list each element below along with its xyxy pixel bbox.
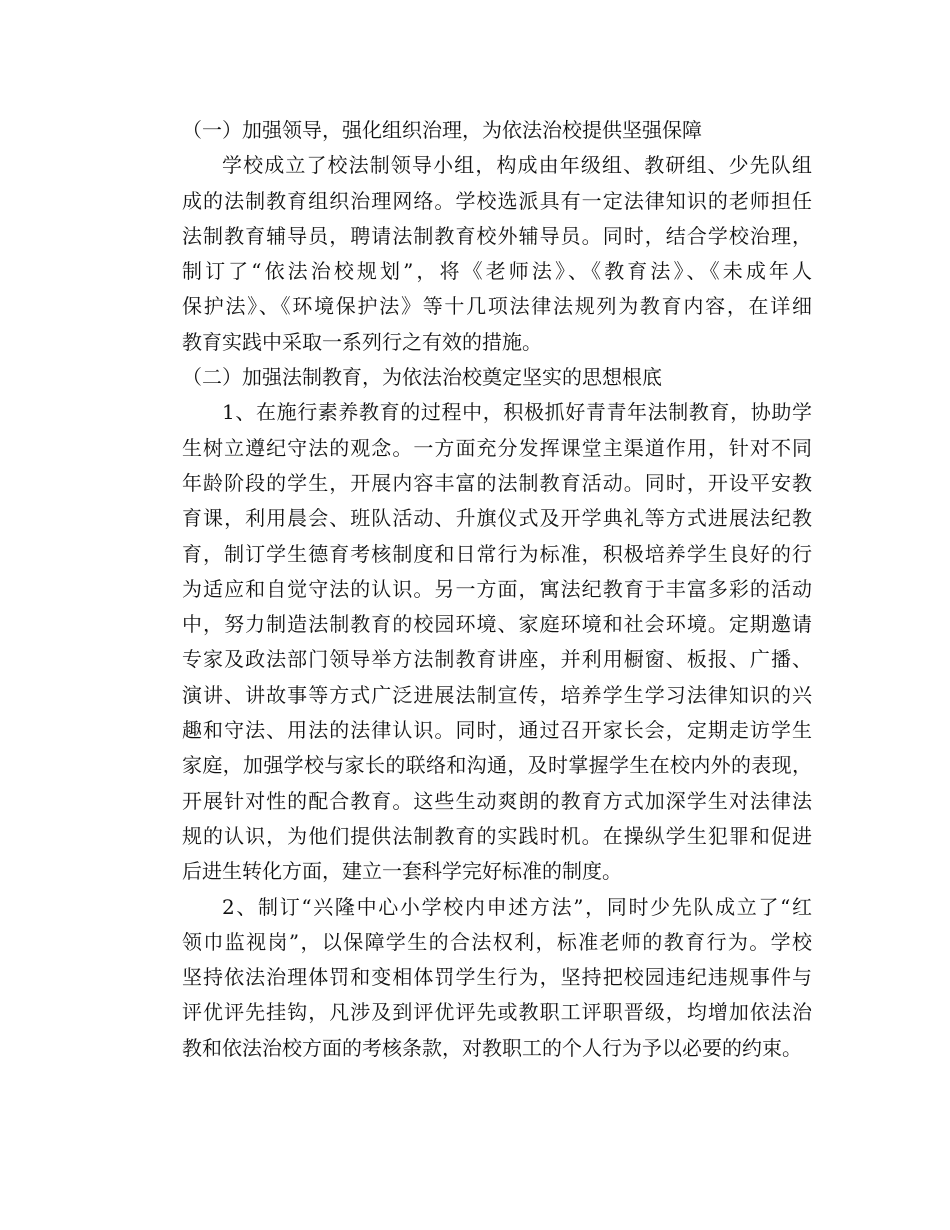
paragraph-line: 育，制订学生德育考核制度和日常行为标准，积极培养学生良好的行 bbox=[182, 541, 812, 566]
paragraph-line: 育课，利用晨会、班队活动、升旗仪式及开学典礼等方式进展法纪教 bbox=[182, 506, 812, 531]
document-body bbox=[142, 113, 812, 1066]
paragraph-line: 坚持依法治理体罚和变相体罚学生行为，坚持把校园违纪违规事件与 bbox=[182, 965, 812, 990]
paragraph-line: 教育实践中采取一系列行之有效的措施。 bbox=[182, 329, 542, 354]
paragraph-line: 家庭，加强学校与家长的联络和沟通，及时掌握学生在校内外的表现， bbox=[182, 753, 812, 778]
paragraph-line: 后进生转化方面，建立一套科学完好标准的制度。 bbox=[182, 859, 622, 884]
paragraph-line: 评优评先挂钩，凡涉及到评优评先或教职工评职晋级，均增加依法治 bbox=[182, 1000, 812, 1025]
paragraph-line: 为适应和自觉守法的认识。另一方面，寓法纪教育于丰富多彩的活动 bbox=[182, 576, 812, 601]
paragraph-line: 学校成立了校法制领导小组，构成由年级组、教研组、少先队组 bbox=[222, 153, 812, 178]
section-heading-2: （二）加强法制教育，为依法治校奠定坚实的思想根底 bbox=[182, 365, 662, 390]
paragraph-line: 制订了“依法治校规划”，将《老师法》、《教育法》、《未成年人 bbox=[182, 259, 812, 284]
paragraph-line: 2、制订“兴隆中心小学校内申述方法”，同时少先队成立了“红 bbox=[222, 894, 812, 919]
paragraph-line: 趣和守法、用法的法律认识。同时，通过召开家长会，定期走访学生 bbox=[182, 718, 812, 743]
paragraph-line: 开展针对性的配合教育。这些生动爽朗的教育方式加深学生对法律法 bbox=[182, 788, 812, 813]
paragraph bbox=[142, 148, 812, 360]
paragraph-line: 教和依法治校方面的考核条款，对教职工的个人行为予以必要的约束。 bbox=[182, 1035, 802, 1060]
paragraph-line: 规的认识，为他们提供法制教育的实践时机。在操纵学生犯罪和促进 bbox=[182, 823, 812, 848]
paragraph-line: 年龄阶段的学生，开展内容丰富的法制教育活动。同时，开设平安教 bbox=[182, 470, 812, 495]
section-heading-1: （一）加强领导，强化组织治理，为依法治校提供坚强保障 bbox=[182, 118, 702, 142]
paragraph-line: 成的法制教育组织治理网络。学校选派具有一定法律知识的老师担任 bbox=[182, 188, 812, 213]
paragraph-line: 专家及政法部门领导举方法制教育讲座，并利用橱窗、板报、广播、 bbox=[182, 647, 812, 672]
paragraph-line: 中，努力制造法制教育的校园环境、家庭环境和社会环境。定期邀请 bbox=[182, 612, 812, 637]
paragraph-line: 1、在施行素养教育的过程中，积极抓好青青年法制教育，协助学 bbox=[222, 400, 812, 425]
paragraph-line: 生树立遵纪守法的观念。一方面充分发挥课堂主渠道作用，针对不同 bbox=[182, 435, 812, 460]
paragraph-line: 法制教育辅导员，聘请法制教育校外辅导员。同时，结合学校治理， bbox=[182, 223, 812, 248]
paragraph bbox=[142, 890, 812, 1066]
paragraph bbox=[142, 395, 812, 889]
paragraph-line: 演讲、讲故事等方式广泛进展法制宣传，培养学生学习法律知识的兴 bbox=[182, 682, 812, 707]
paragraph-line: 保护法》、《环境保护法》等十几项法律法规列为教育内容，在详细 bbox=[182, 294, 812, 319]
paragraph-line: 领巾监视岗”，以保障学生的合法权利，标准老师的教育行为。学校 bbox=[182, 929, 812, 954]
